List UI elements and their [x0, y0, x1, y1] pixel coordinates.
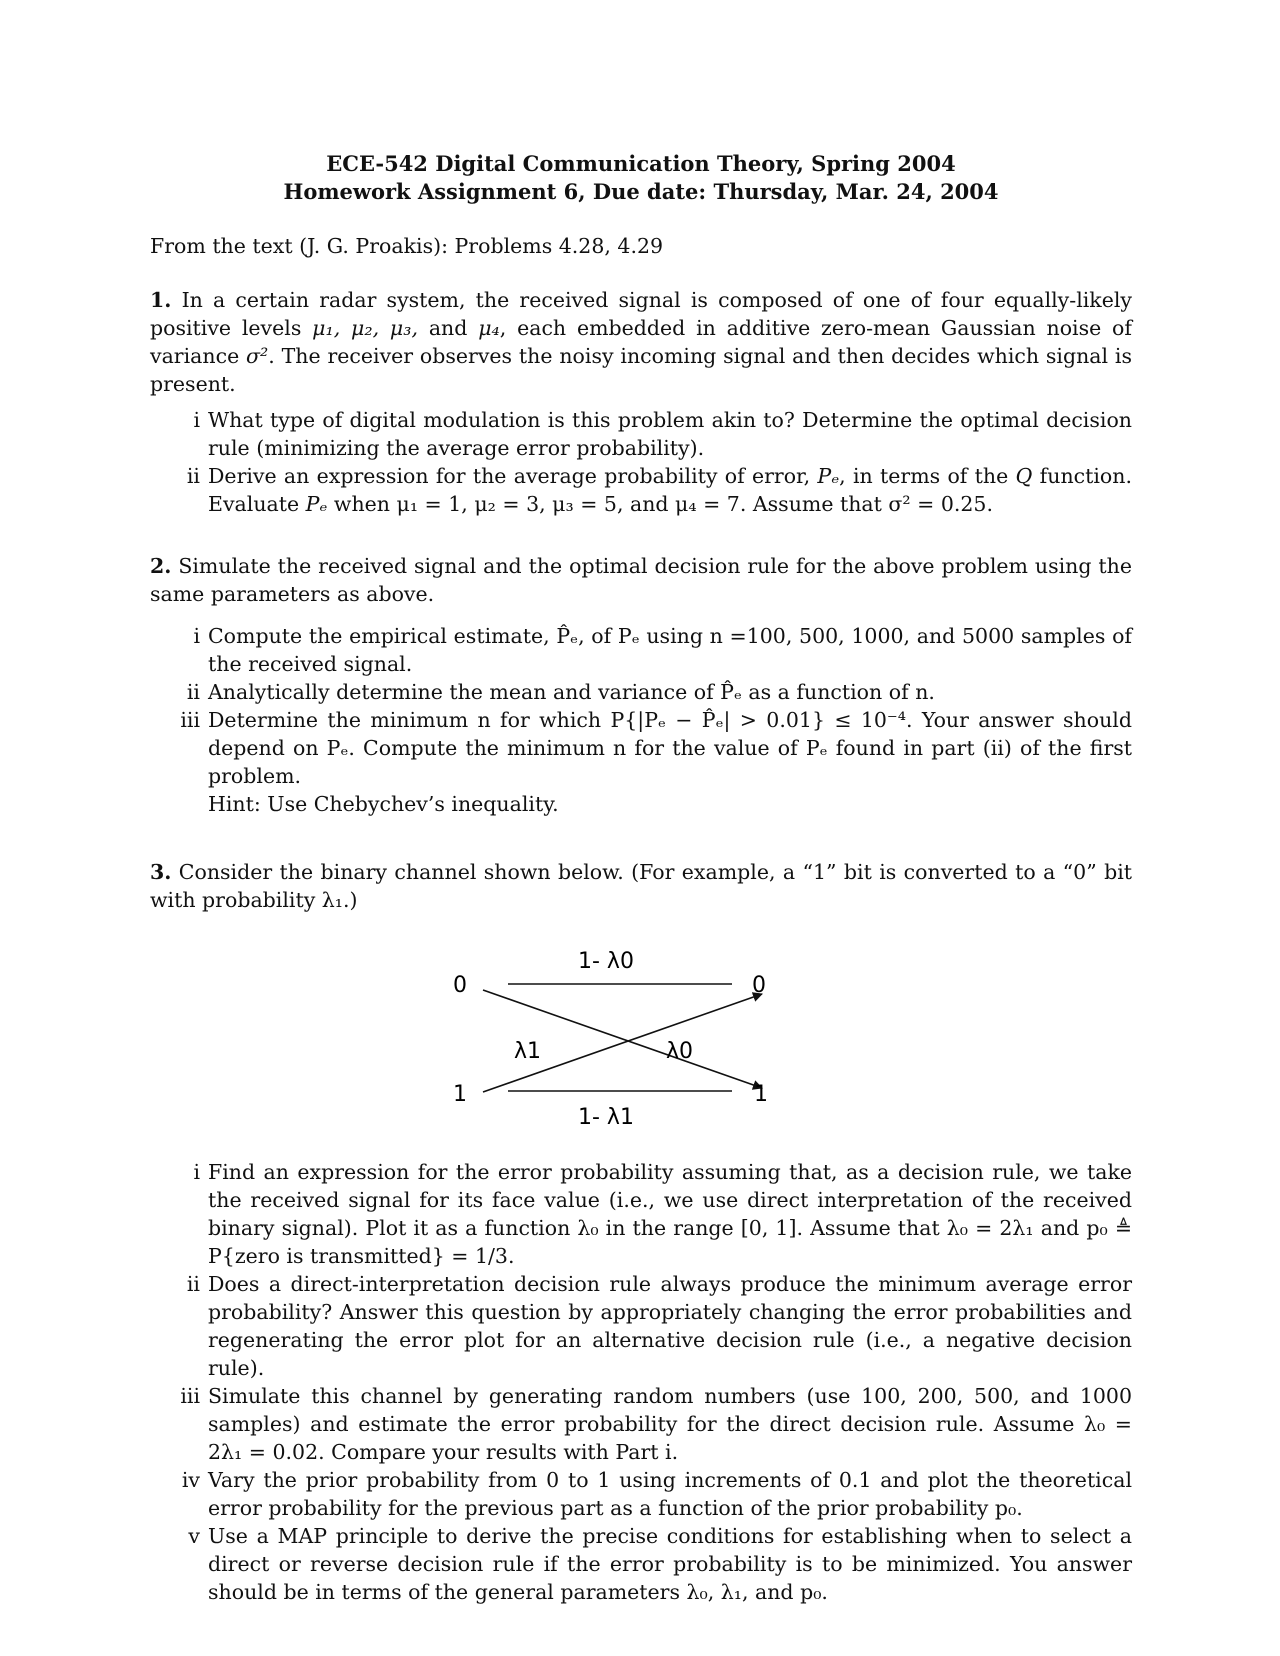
bottom-transition-label: 1- λ1 — [578, 1105, 634, 1130]
problem-2-part-iii: iii Determine the minimum n for which P{|Pₑ − P̂ₑ| > 0.01} ≤ 10⁻⁴. Your answer should depend on Pₑ. Compute the minimum n for the value of Pₑ found in part (ii) of the first problem. Hint: Use Chebychev’s inequality. — [180, 708, 1132, 816]
problem-3-number: 3. — [150, 860, 172, 884]
problem-1-statement: 1. In a certain radar system, the received signal is composed of one of four equally-likely positive levels μ₁, μ₂, μ₃, and μ₄, each embedded in additive zero-mean Gaussian noise of variance σ². The receiver observes the noisy incoming signal and then decides which signal is present. — [150, 288, 1133, 396]
title-line-1: ECE-542 Digital Communication Theory, Spring 2004 — [326, 151, 956, 176]
cross-left-label: λ1 — [514, 1039, 542, 1064]
problem-3-part-v: v Use a MAP principle to derive the precise conditions for establishing when to select a direct or reverse decision rule if the error probability is to be minimized. You answer should be in terms of the general parameters λ₀, λ₁, and p₀. — [188, 1524, 1132, 1604]
input-1-label: 1 — [453, 1082, 467, 1107]
binary-channel-diagram — [150, 924, 1132, 1154]
problem-2-part-ii: ii Analytically determine the mean and variance of P̂ₑ as a function of n. — [186, 680, 935, 704]
problem-1-part-i: i What type of digital modulation is this problem akin to? Determine the optimal decision rule (minimizing the average error probability). — [193, 408, 1132, 460]
problem-3 — [150, 858, 1132, 1606]
problem-3-part-ii: ii Does a direct-interpretation decision rule always produce the minimum average error probability? Answer this question by appropriately changing the error probabilities and regenerating the error plot for an alternative decision rule (i.e., a negative decision rule). — [186, 1272, 1132, 1380]
homework-page — [150, 150, 1132, 1606]
problem-1-part-ii: ii Derive an expression for the average probability of error, Pₑ, in terms of the Q function. Evaluate Pₑ when μ₁ = 1, μ₂ = 3, μ₃ = 5, and μ₄ = 7. Assume that σ² = 0.25. — [186, 464, 1132, 516]
problem-1-parts — [150, 406, 1132, 518]
problem-2 — [150, 552, 1132, 818]
problem-1 — [150, 286, 1132, 518]
textbook-reference: From the text (J. G. Proakis): Problems 4.28, 4.29 — [150, 234, 664, 258]
problem-3-statement: 3. Consider the binary channel shown below. (For example, a “1” bit is converted to a “0” bit with probability λ₁.) — [150, 860, 1132, 912]
binary-channel-svg — [150, 924, 1132, 1154]
problem-2-parts — [150, 622, 1132, 818]
problem-2-part-i: i Compute the empirical estimate, P̂ₑ, of Pₑ using n =100, 500, 1000, and 5000 samples of the received signal. — [193, 624, 1132, 676]
problem-3-part-iii: iii Simulate this channel by generating random numbers (use 100, 200, 500, and 1000 samples) and estimate the error probability for the direct decision rule. Assume λ₀ = 2λ₁ = 0.02. Compare your results with Part i. — [180, 1384, 1132, 1464]
problem-3-part-iv: iv Vary the prior probability from 0 to 1 using increments of 0.1 and plot the theoretical error probability for the previous part as a function of the prior probability p₀. — [181, 1468, 1132, 1520]
problem-3-part-i: i Find an expression for the error probability assuming that, as a decision rule, we take the received signal for its face value (i.e., we use direct interpretation of the received binary signal). Plot it as a function λ₀ in the range [0, 1]. Assume that λ₀ = 2λ₁ and p₀ ≜ P{zero is transmitted} = 1/3. — [193, 1160, 1132, 1268]
output-0-label: 0 — [752, 973, 766, 998]
document-title — [150, 150, 1132, 206]
top-transition-label: 1- λ0 — [578, 949, 634, 974]
problem-3-parts — [150, 1158, 1132, 1606]
input-0-label: 0 — [453, 973, 467, 998]
cross-right-label: λ0 — [666, 1039, 694, 1064]
problem-2-number: 2. — [150, 554, 172, 578]
problem-2-statement: 2. Simulate the received signal and the optimal decision rule for the above problem using the same parameters as above. — [150, 554, 1132, 606]
title-line-2: Homework Assignment 6, Due date: Thursday, Mar. 24, 2004 — [283, 179, 999, 204]
hint-text: Hint: Use Chebychev’s inequality. — [208, 792, 559, 816]
output-1-label: 1 — [754, 1082, 768, 1107]
problem-1-number: 1. — [150, 288, 172, 312]
